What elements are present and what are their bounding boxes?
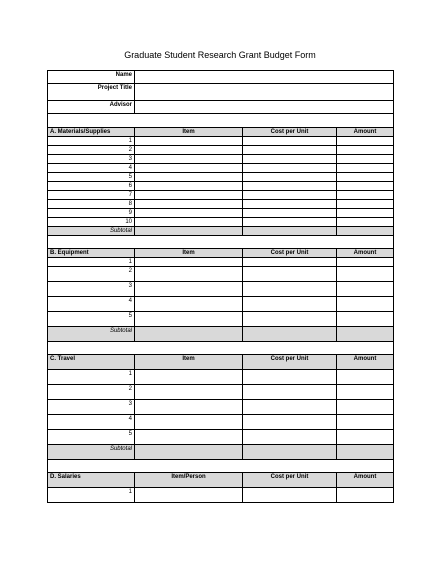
name-label: Name <box>48 71 135 84</box>
cost-cell[interactable] <box>243 155 337 164</box>
row-number: 1 <box>48 137 135 146</box>
amount-cell[interactable] <box>337 385 394 400</box>
row-number: 5 <box>48 312 135 327</box>
row-number: 1 <box>48 370 135 385</box>
cost-cell[interactable] <box>243 488 337 503</box>
item-cell[interactable] <box>135 385 243 400</box>
cost-cell[interactable] <box>243 146 337 155</box>
item-cell[interactable] <box>135 200 243 209</box>
row-number: 7 <box>48 191 135 200</box>
item-cell[interactable] <box>135 282 243 297</box>
row-number: 3 <box>48 282 135 297</box>
cost-cell[interactable] <box>243 218 337 227</box>
amount-cell[interactable] <box>337 137 394 146</box>
cost-cell[interactable] <box>243 173 337 182</box>
name-field[interactable] <box>135 71 394 84</box>
section-a-label: A. Materials/Supplies <box>48 128 135 137</box>
project-title-field[interactable] <box>135 84 394 101</box>
item-cell[interactable] <box>135 430 243 445</box>
project-title-label: Project Title <box>48 84 135 101</box>
item-cell[interactable] <box>135 191 243 200</box>
cost-cell[interactable] <box>243 200 337 209</box>
advisor-label: Advisor <box>48 101 135 114</box>
cost-cell[interactable] <box>243 182 337 191</box>
section-d-item-header: Item/Person <box>135 473 243 488</box>
cost-cell[interactable] <box>243 258 337 267</box>
item-cell[interactable] <box>135 182 243 191</box>
item-cell[interactable] <box>135 209 243 218</box>
amount-cell[interactable] <box>337 164 394 173</box>
spacer-row <box>48 236 394 249</box>
row-number: 2 <box>48 146 135 155</box>
amount-cell[interactable] <box>337 191 394 200</box>
amount-cell[interactable] <box>337 146 394 155</box>
item-cell[interactable] <box>135 218 243 227</box>
row-number: 4 <box>48 297 135 312</box>
section-c-item-header: Item <box>135 355 243 370</box>
section-c-label: C. Travel <box>48 355 135 370</box>
amount-cell[interactable] <box>337 200 394 209</box>
cost-cell[interactable] <box>243 282 337 297</box>
cost-cell[interactable] <box>243 297 337 312</box>
form-title: Graduate Student Research Grant Budget Form <box>124 50 316 60</box>
section-b-amount-header: Amount <box>337 249 394 258</box>
row-number: 4 <box>48 164 135 173</box>
row-number: 5 <box>48 430 135 445</box>
section-b-item-header: Item <box>135 249 243 258</box>
cost-cell[interactable] <box>243 400 337 415</box>
section-b-subtotal-label: Subtotal <box>48 327 135 342</box>
subtotal-item-cell <box>135 445 243 460</box>
spacer-row <box>48 342 394 355</box>
item-cell[interactable] <box>135 146 243 155</box>
advisor-field[interactable] <box>135 101 394 114</box>
section-d-amount-header: Amount <box>337 473 394 488</box>
row-number: 2 <box>48 267 135 282</box>
section-a-item-header: Item <box>135 128 243 137</box>
section-c-cost-header: Cost per Unit <box>243 355 337 370</box>
budget-form-table <box>47 70 394 503</box>
row-number: 2 <box>48 385 135 400</box>
row-number: 10 <box>48 218 135 227</box>
amount-cell[interactable] <box>337 400 394 415</box>
item-cell[interactable] <box>135 297 243 312</box>
cost-cell[interactable] <box>243 370 337 385</box>
item-cell[interactable] <box>135 267 243 282</box>
section-d-label: D. Salaries <box>48 473 135 488</box>
amount-cell[interactable] <box>337 218 394 227</box>
row-number: 3 <box>48 155 135 164</box>
section-b-cost-header: Cost per Unit <box>243 249 337 258</box>
amount-cell[interactable] <box>337 488 394 503</box>
subtotal-amount-cell[interactable] <box>337 327 394 342</box>
amount-cell[interactable] <box>337 282 394 297</box>
subtotal-cost-cell <box>243 227 337 236</box>
spacer-row <box>48 460 394 473</box>
cost-cell[interactable] <box>243 430 337 445</box>
amount-cell[interactable] <box>337 370 394 385</box>
cost-cell[interactable] <box>243 312 337 327</box>
item-cell[interactable] <box>135 155 243 164</box>
amount-cell[interactable] <box>337 155 394 164</box>
subtotal-amount-cell[interactable] <box>337 227 394 236</box>
amount-cell[interactable] <box>337 182 394 191</box>
item-cell[interactable] <box>135 415 243 430</box>
section-c-amount-header: Amount <box>337 355 394 370</box>
cost-cell[interactable] <box>243 137 337 146</box>
row-number: 6 <box>48 182 135 191</box>
cost-cell[interactable] <box>243 267 337 282</box>
amount-cell[interactable] <box>337 258 394 267</box>
cost-cell[interactable] <box>243 164 337 173</box>
spacer-row <box>48 114 394 128</box>
amount-cell[interactable] <box>337 173 394 182</box>
section-c-subtotal-label: Subtotal <box>48 445 135 460</box>
amount-cell[interactable] <box>337 267 394 282</box>
subtotal-cost-cell <box>243 327 337 342</box>
amount-cell[interactable] <box>337 312 394 327</box>
subtotal-item-cell <box>135 327 243 342</box>
row-number: 1 <box>48 488 135 503</box>
item-cell[interactable] <box>135 173 243 182</box>
row-number: 3 <box>48 400 135 415</box>
item-cell[interactable] <box>135 370 243 385</box>
amount-cell[interactable] <box>337 209 394 218</box>
item-cell[interactable] <box>135 164 243 173</box>
cost-cell[interactable] <box>243 415 337 430</box>
item-cell[interactable] <box>135 258 243 267</box>
row-number: 5 <box>48 173 135 182</box>
item-cell[interactable] <box>135 488 243 503</box>
amount-cell[interactable] <box>337 415 394 430</box>
subtotal-item-cell <box>135 227 243 236</box>
section-d-cost-header: Cost per Unit <box>243 473 337 488</box>
item-cell[interactable] <box>135 137 243 146</box>
subtotal-cost-cell <box>243 445 337 460</box>
amount-cell[interactable] <box>337 297 394 312</box>
row-number: 4 <box>48 415 135 430</box>
cost-cell[interactable] <box>243 209 337 218</box>
row-number: 1 <box>48 258 135 267</box>
cost-cell[interactable] <box>243 191 337 200</box>
row-number: 8 <box>48 200 135 209</box>
cost-cell[interactable] <box>243 385 337 400</box>
section-a-cost-header: Cost per Unit <box>243 128 337 137</box>
section-a-subtotal-label: Subtotal <box>48 227 135 236</box>
item-cell[interactable] <box>135 400 243 415</box>
section-b-label: B. Equipment <box>48 249 135 258</box>
subtotal-amount-cell[interactable] <box>337 445 394 460</box>
item-cell[interactable] <box>135 312 243 327</box>
section-a-amount-header: Amount <box>337 128 394 137</box>
row-number: 9 <box>48 209 135 218</box>
amount-cell[interactable] <box>337 430 394 445</box>
